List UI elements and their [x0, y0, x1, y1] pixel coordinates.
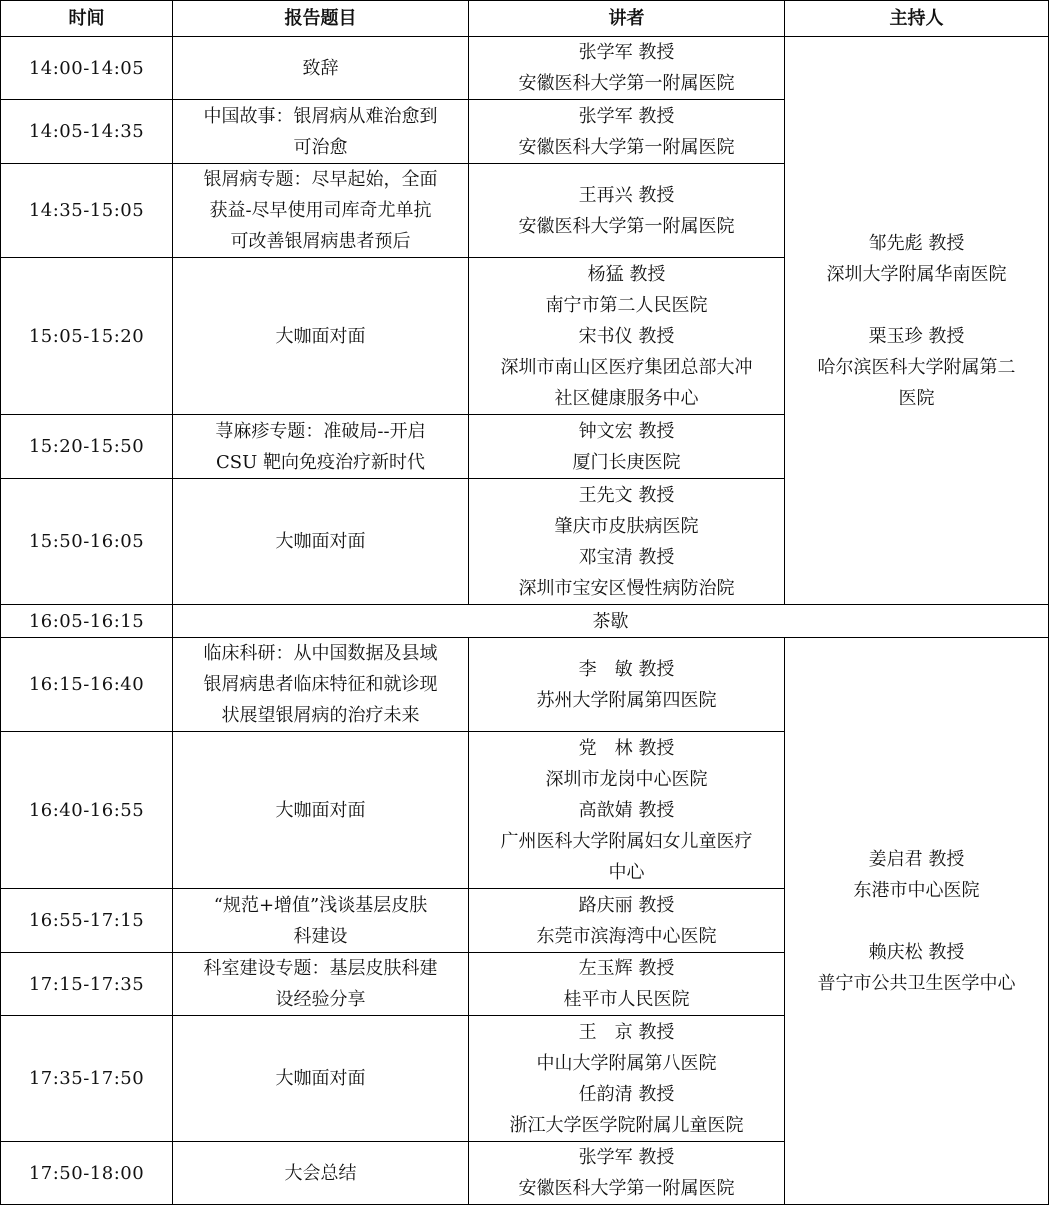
- topic-cell: 大咖面对面: [173, 1016, 469, 1142]
- header-speaker: 讲者: [469, 1, 785, 37]
- time-cell: 15:50-16:05: [1, 479, 173, 605]
- time-cell: 15:20-15:50: [1, 415, 173, 479]
- speaker-cell: 张学军 教授 安徽医科大学第一附属医院: [469, 1142, 785, 1205]
- time-cell: 17:15-17:35: [1, 953, 173, 1016]
- topic-cell: 科室建设专题：基层皮肤科建 设经验分享: [173, 953, 469, 1016]
- speaker-cell: 路庆丽 教授 东莞市滨海湾中心医院: [469, 889, 785, 953]
- speaker-cell: 李 敏 教授 苏州大学附属第四医院: [469, 638, 785, 732]
- time-cell: 15:05-15:20: [1, 258, 173, 415]
- speaker-cell: 党 林 教授 深圳市龙岗中心医院 高歆婧 教授 广州医科大学附属妇女儿童医疗 中心: [469, 732, 785, 889]
- topic-cell: 大咖面对面: [173, 479, 469, 605]
- topic-cell: “规范+增值”浅谈基层皮肤 科建设: [173, 889, 469, 953]
- time-cell: 14:35-15:05: [1, 164, 173, 258]
- topic-cell: 致辞: [173, 37, 469, 100]
- time-cell: 17:50-18:00: [1, 1142, 173, 1205]
- speaker-cell: 杨猛 教授 南宁市第二人民医院 宋书仪 教授 深圳市南山区医疗集团总部大冲 社区健康服务中心: [469, 258, 785, 415]
- header-row: [1, 1, 1049, 37]
- speaker-cell: 左玉辉 教授 桂平市人民医院: [469, 953, 785, 1016]
- speaker-cell: 王先文 教授 肇庆市皮肤病医院 邓宝清 教授 深圳市宝安区慢性病防治院: [469, 479, 785, 605]
- header-topic: 报告题目: [173, 1, 469, 37]
- topic-cell: 大咖面对面: [173, 732, 469, 889]
- speaker-cell: 张学军 教授 安徽医科大学第一附属医院: [469, 100, 785, 164]
- break-cell: 茶歇: [173, 605, 1049, 638]
- header-host: 主持人: [785, 1, 1049, 37]
- time-cell: 16:05-16:15: [1, 605, 173, 638]
- speaker-cell: 王再兴 教授 安徽医科大学第一附属医院: [469, 164, 785, 258]
- host-cell: 邹先彪 教授 深圳大学附属华南医院 栗玉珍 教授 哈尔滨医科大学附属第二 医院: [785, 37, 1049, 605]
- topic-cell: 银屑病专题：尽早起始，全面 获益-尽早使用司库奇尤单抗 可改善银屑病患者预后: [173, 164, 469, 258]
- table-row: [1, 638, 1049, 732]
- time-cell: 14:05-14:35: [1, 100, 173, 164]
- topic-cell: 大咖面对面: [173, 258, 469, 415]
- speaker-cell: 王 京 教授 中山大学附属第八医院 任韵清 教授 浙江大学医学院附属儿童医院: [469, 1016, 785, 1142]
- time-cell: 17:35-17:50: [1, 1016, 173, 1142]
- topic-cell: 荨麻疹专题：准破局--开启 CSU 靶向免疫治疗新时代: [173, 415, 469, 479]
- time-cell: 16:40-16:55: [1, 732, 173, 889]
- topic-cell: 临床科研：从中国数据及县域 银屑病患者临床特征和就诊现 状展望银屑病的治疗未来: [173, 638, 469, 732]
- host-cell: 姜启君 教授 东港市中心医院 赖庆松 教授 普宁市公共卫生医学中心: [785, 638, 1049, 1205]
- table-row: [1, 37, 1049, 100]
- speaker-cell: 张学军 教授 安徽医科大学第一附属医院: [469, 37, 785, 100]
- topic-cell: 中国故事：银屑病从难治愈到 可治愈: [173, 100, 469, 164]
- topic-cell: 大会总结: [173, 1142, 469, 1205]
- break-row: [1, 605, 1049, 638]
- time-cell: 16:55-17:15: [1, 889, 173, 953]
- header-time: 时间: [1, 1, 173, 37]
- speaker-cell: 钟文宏 教授 厦门长庚医院: [469, 415, 785, 479]
- time-cell: 14:00-14:05: [1, 37, 173, 100]
- time-cell: 16:15-16:40: [1, 638, 173, 732]
